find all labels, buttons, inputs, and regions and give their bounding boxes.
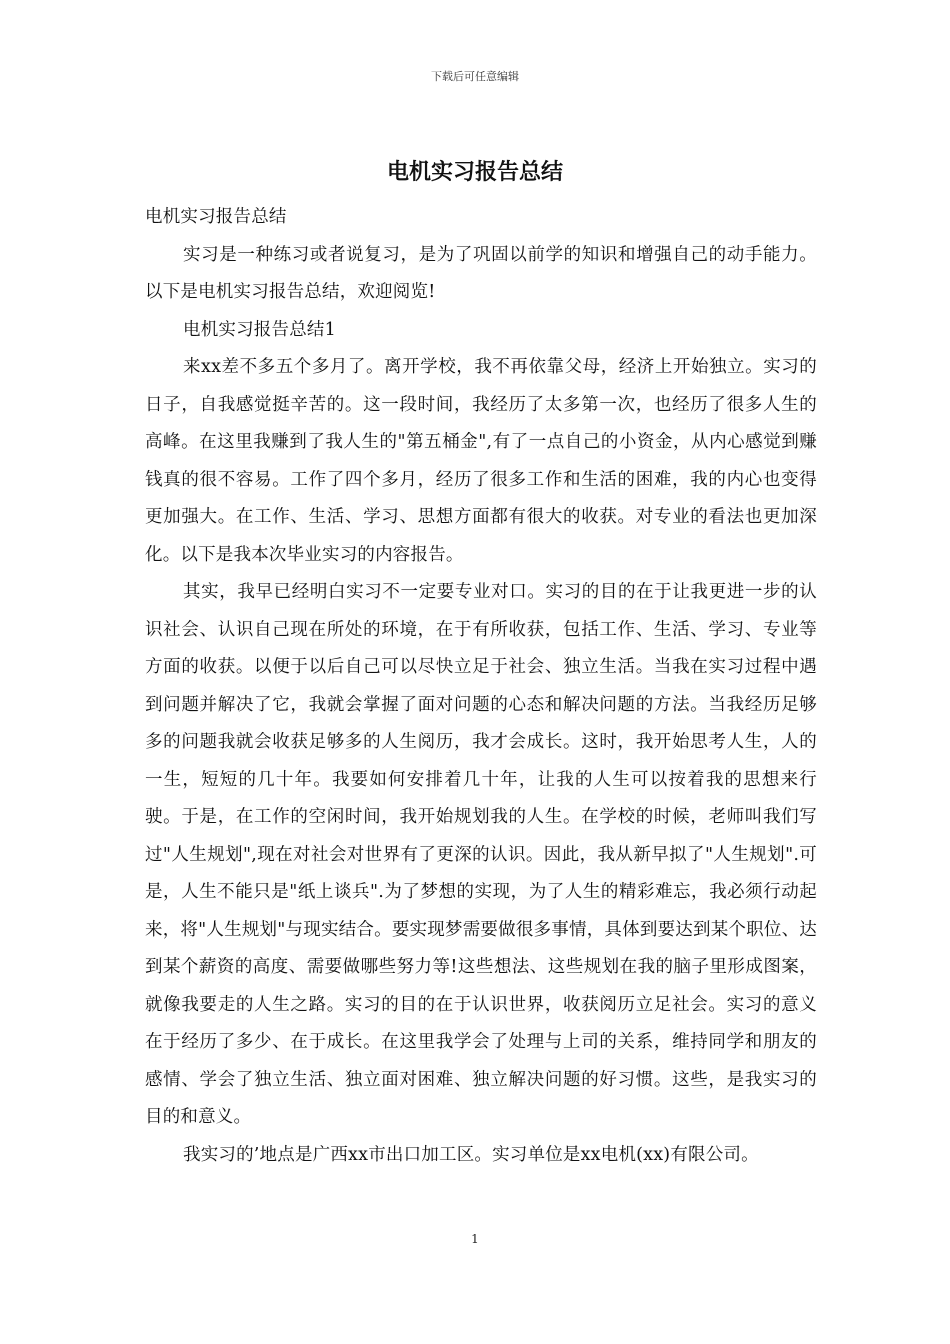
document-body	[145, 199, 817, 1174]
header-note: 下载后可任意编辑	[431, 70, 519, 83]
document-title: 电机实习报告总结	[386, 159, 563, 185]
body-paragraph: 其实，我早已经明白实习不一定要专业对口。实习的目的在于让我更进一步的认识社会、认识自己现在所处的环境，在于有所收获，包括工作、生活、学习、专业等方面的收获。以便于以后自己可以尽快立足于社会、独立生活。当我在实习过程中遇到问题并解决了它，我就会掌握了面对问题的心态和解决问题的方法。当我经历足够多的问题我就会收获足够多的人生阅历，我才会成长。这时，我开始思考人生，人的一生，短短的几十年。我要如何安排着几十年，让我的人生可以按着我的思想来行驶。于是，在工作的空闲时间，我开始规划我的人生。在学校的时候，老师叫我们写过"人生规划",现在对社会对世界有了更深的认识。因此，我从新早拟了"人生规划".可是，人生不能只是"纸上谈兵".为了梦想的实现，为了人生的精彩难忘，我必须行动起来，将"人生规划"与现实结合。要实现梦需要做很多事情，具体到要达到某个职位、达到某个薪资的高度、需要做哪些努力等!这些想法、这些规划在我的脑子里形成图案，就像我要走的人生之路。实习的目的在于认识世界，收获阅历立足社会。实习的意义在于经历了多少、在于成长。在这里我学会了处理与上司的关系，维持同学和朋友的感情、学会了独立生活、独立面对困难、独立解决问题的好习惯。这些，是我实习的目的和意义。	[145, 582, 817, 1127]
body-paragraph: 来xx差不多五个多月了。离开学校，我不再依靠父母，经济上开始独立。实习的日子，自我感觉挺辛苦的。这一段时间，我经历了太多第一次，也经历了很多人生的高峰。在这里我赚到了我人生的"第五桶金",有了一点自己的小资金，从内心感觉到赚钱真的很不容易。工作了四个多月，经历了很多工作和生活的困难，我的内心也变得更加强大。在工作、生活、学习、思想方面都有很大的收获。对专业的看法也更加深化。以下是我本次毕业实习的内容报告。	[145, 357, 817, 565]
section-heading: 电机实习报告总结1	[183, 319, 336, 340]
page-number: 1	[471, 1232, 479, 1246]
subtitle-paragraph: 电机实习报告总结	[145, 207, 287, 227]
body-paragraph: 我实习的’地点是广西xx市出口加工区。实习单位是xx电机(xx)有限公司。	[183, 1144, 759, 1165]
intro-paragraph: 实习是一种练习或者说复习，是为了巩固以前学的知识和增强自己的动手能力。以下是电机实习报告总结，欢迎阅览!	[145, 244, 817, 302]
